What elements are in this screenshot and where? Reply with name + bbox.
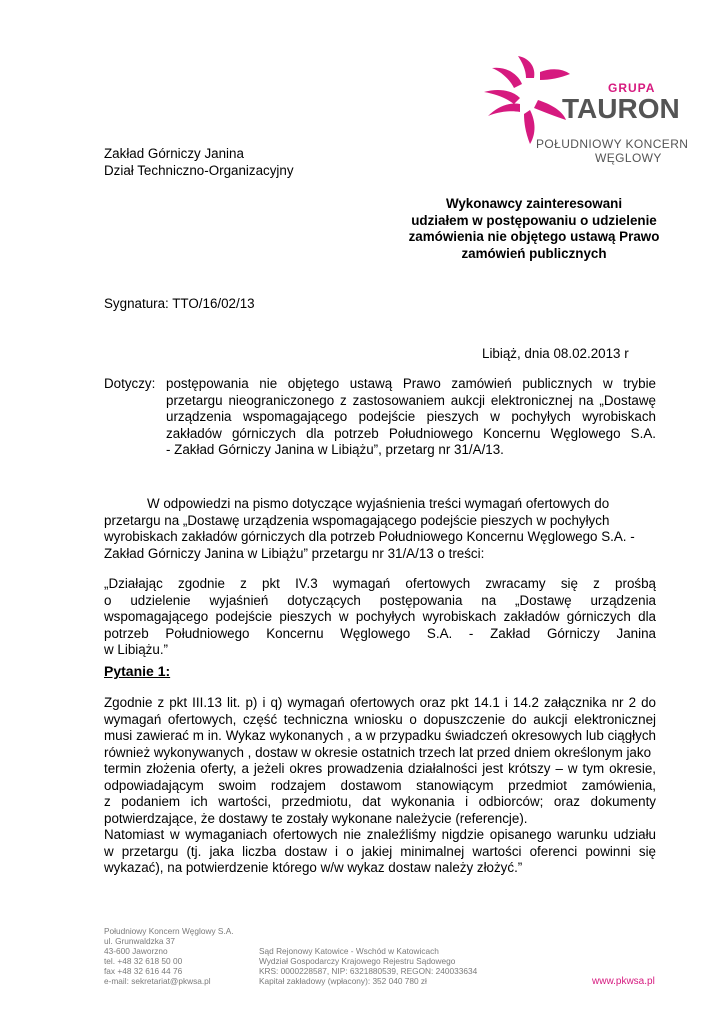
letter-date: Libiąż, dnia 08.02.2013 r bbox=[482, 346, 629, 361]
recipient-line: zamówienia nie objętego ustawą Prawo bbox=[408, 229, 660, 244]
question-line: w przetargu (tj. jaka liczba dostaw i o jakiej minimalnej wartości oferenci powinni się bbox=[104, 843, 656, 859]
footer-line: Południowy Koncern Węglowy S.A. bbox=[104, 926, 234, 936]
subject-line: - Zakład Górniczy Janina w Libiążu”, przetarg nr 31/A/13. bbox=[166, 442, 504, 457]
question-line: Natomiast w wymaganiach ofertowych nie znaleźliśmy nigdzie opisanego warunku udziału bbox=[104, 827, 656, 842]
subject-line: zakładów górniczych dla potrzeb Południowego Koncernu Węglowego S.A. bbox=[166, 425, 656, 441]
subject-body bbox=[166, 376, 656, 459]
subject-line: postępowania nie objętego ustawą Prawo zamówień publicznych w trybie bbox=[166, 376, 656, 391]
quote-line: o udzielenie wyjaśnień dotyczących postępowania na „Dostawę urządzenia bbox=[104, 592, 656, 608]
question-line: Zgodnie z pkt III.13 lit. p) i q) wymagań ofertowych oraz pkt 14.1 i 14.2 załącznika nr 2 do bbox=[104, 695, 656, 710]
paragraph-line: W odpowiedzi na pismo dotyczące wyjaśnienia treści wymagań ofertowych do bbox=[147, 496, 610, 511]
subject-line: przetargu nieograniczonego z zastosowaniem aukcji elektronicznej na „Dostawę bbox=[166, 392, 656, 408]
question-heading: Pytanie 1: bbox=[104, 663, 171, 679]
quote-line: „Działając zgodnie z pkt IV.3 wymagań ofertowych zwracamy się z prośbą bbox=[104, 576, 656, 591]
logo-subtitle-line1: POŁUDNIOWY KONCERN bbox=[536, 137, 689, 151]
subject-label: Dotyczy: bbox=[104, 376, 156, 391]
question-line: z podaniem ich wartości, przedmiotu, dat wykonania i odbiorców; oraz dokumenty bbox=[104, 794, 656, 809]
logo-brand-text: TAURON bbox=[562, 93, 680, 124]
footer-line: Wydział Gospodarczy Krajowego Rejestru Sądowego bbox=[259, 956, 456, 966]
recipient-block bbox=[384, 196, 684, 262]
question-line: odpowiadającym swoim rodzajem dostawom stanowiącym przedmiot zamówienia, bbox=[104, 777, 656, 793]
intro-paragraph bbox=[104, 496, 646, 562]
sender-line: Dział Techniczno-Organizacyjny bbox=[104, 162, 294, 178]
footer-line: Kapitał zakładowy (wpłacony): 352 040 780 zł bbox=[259, 976, 427, 986]
logo-grupa-text: GRUPA bbox=[608, 81, 656, 95]
logo-subtitle-line2: WĘGLOWY bbox=[595, 151, 662, 165]
quote-line: w Libiążu.” bbox=[104, 642, 169, 657]
quote-line: wspomagającego podejście pieszych w pochyłych wyrobiskach zakładów górniczych dla bbox=[104, 609, 656, 624]
question-line: musi zawierać m in. Wykaz wykonanych , a w przypadku świadczeń okresowych lub ciągłych bbox=[104, 728, 656, 743]
sender-block bbox=[104, 146, 294, 179]
paragraph-line: Zakład Górniczy Janina w Libiążu” przetargu nr 31/A/13 o treści: bbox=[104, 545, 485, 561]
question-line: termin złożenia oferty, a jeżeli okres prowadzenia działalności jest krótszy – w tym okresie, bbox=[104, 761, 656, 776]
signature-reference: Sygnatura: TTO/16/02/13 bbox=[104, 296, 255, 311]
recipient-line: Wykonawcy zainteresowani bbox=[445, 196, 623, 211]
footer-registry-info bbox=[259, 946, 477, 986]
footer-line: KRS: 0000228587, NIP: 6321880539, REGON: 240033634 bbox=[259, 966, 478, 976]
sender-line: Zakład Górniczy Janina bbox=[104, 146, 244, 161]
footer-line: tel. +48 32 618 50 00 bbox=[104, 956, 183, 966]
question-line: również wykonywanych , dostaw w okresie ostatnich trzech lat przed dniem określonym jako bbox=[104, 744, 652, 760]
question-line: potwierdzające, że dostawy te zostały wykonane należycie (referencje). bbox=[104, 810, 528, 826]
quote-line: potrzeb Południowego Koncernu Węglowego S.A. - Zakład Górniczy Janina bbox=[104, 625, 656, 641]
footer-line: fax +48 32 616 44 76 bbox=[104, 966, 183, 976]
question-line: wykazać), na potwierdzenie którego w/w wykaz dostaw należy złożyć.” bbox=[104, 860, 523, 875]
footer-line: Sąd Rejonowy Katowice - Wschód w Katowicach bbox=[259, 946, 439, 956]
footer-line: 43-600 Jaworzno bbox=[104, 946, 168, 956]
footer-email: e-mail: sekretariat@pkwsa.pl bbox=[104, 976, 211, 986]
subject-line: urządzenia wspomagającego podejście pieszych w pochyłych wyrobiskach bbox=[166, 409, 656, 424]
question-line: wymagań ofertowych, część techniczna wniosku o dopuszczenie do aukcji elektronicznej bbox=[104, 711, 656, 727]
quoted-request bbox=[104, 576, 656, 659]
paragraph-line: wyrobiskach zakładów górniczych dla potrzeb Południowego Koncernu Węglowego S.A. - bbox=[104, 529, 635, 544]
footer-website-link[interactable]: www.pkwsa.pl bbox=[592, 976, 655, 987]
paragraph-line: przetargu na „Dostawę urządzenia wspomagającego podejście pieszych w pochyłych bbox=[104, 512, 610, 528]
recipient-line: udziałem w postępowaniu o udzielenie bbox=[411, 212, 657, 228]
footer-line: ul. Grunwaldzka 37 bbox=[104, 936, 176, 946]
recipient-line: zamówień publicznych bbox=[461, 245, 607, 261]
footer-company-info bbox=[104, 926, 234, 986]
question-body bbox=[104, 695, 656, 877]
